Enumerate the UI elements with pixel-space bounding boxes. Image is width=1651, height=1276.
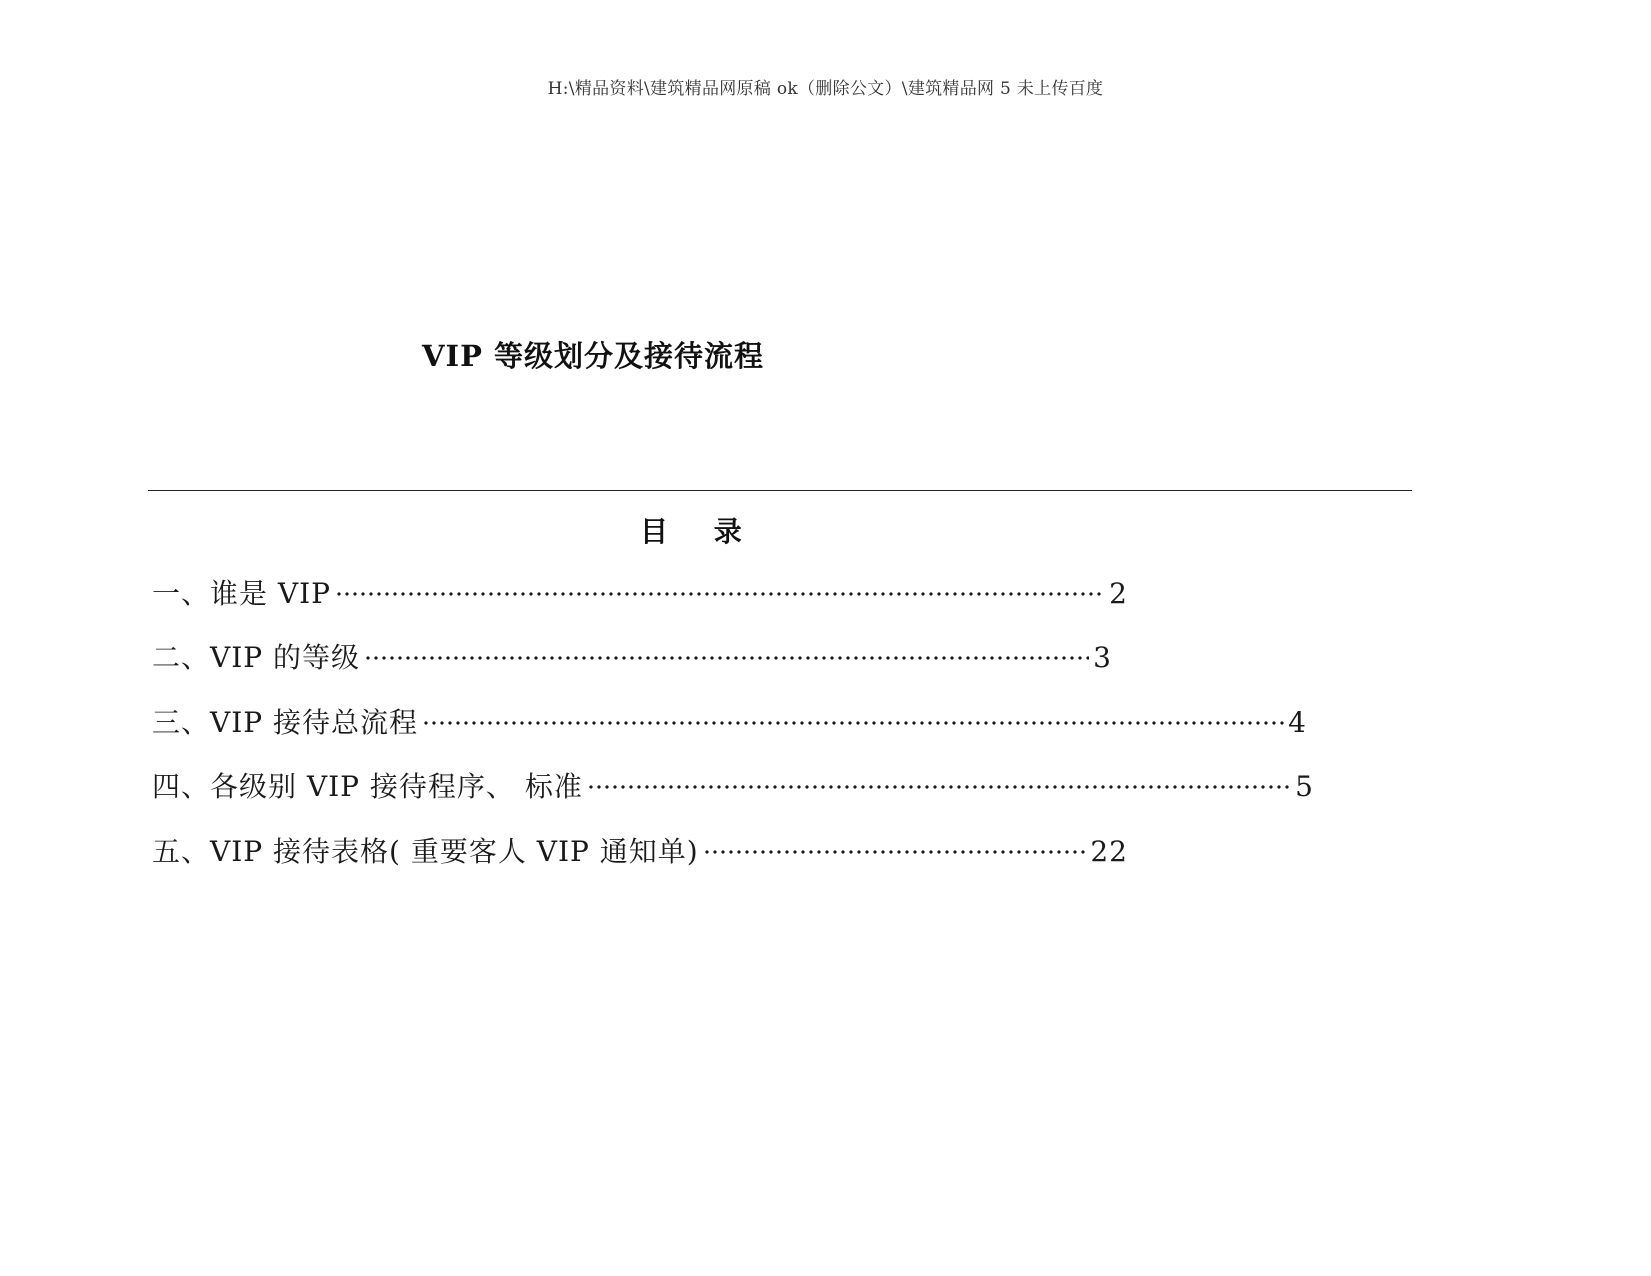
toc-item-label: 四、各级别 VIP 接待程序、 标准 (152, 770, 583, 803)
toc-dot-leader (587, 785, 1291, 789)
document-title: VIP 等级划分及接待流程 (422, 339, 764, 373)
toc-page-number: 3 (1093, 641, 1112, 674)
toc-item-label: 二、VIP 的等级 (152, 641, 361, 674)
toc-page-number: 4 (1288, 706, 1307, 739)
toc-dot-leader (703, 850, 1087, 854)
toc-item-label: 一、谁是 VIP (152, 577, 332, 610)
toc-page-number: 5 (1295, 770, 1314, 803)
toc-item-who-is-vip[interactable] (152, 572, 1128, 612)
toc-dot-leader (364, 656, 1089, 660)
toc-page-number: 2 (1109, 577, 1128, 610)
toc-heading: 目 录 (640, 515, 760, 548)
file-path-header: H:\精品资料\建筑精品网原稿 ok（删除公文）\建筑精品网 5 未上传百度 (547, 79, 1104, 99)
toc-item-vip-reception-flow[interactable] (152, 701, 1307, 741)
toc-dot-leader (422, 721, 1284, 725)
toc-item-vip-levels[interactable] (152, 636, 1112, 676)
toc-page-number: 22 (1090, 835, 1128, 868)
toc-item-label: 三、VIP 接待总流程 (152, 706, 419, 739)
toc-dot-leader (335, 592, 1105, 596)
toc-item-label: 五、VIP 接待表格( 重要客人 VIP 通知单) (152, 835, 699, 868)
toc-item-reception-procedures[interactable] (152, 765, 1314, 805)
horizontal-rule (148, 490, 1412, 491)
toc-item-reception-forms[interactable] (152, 830, 1128, 870)
